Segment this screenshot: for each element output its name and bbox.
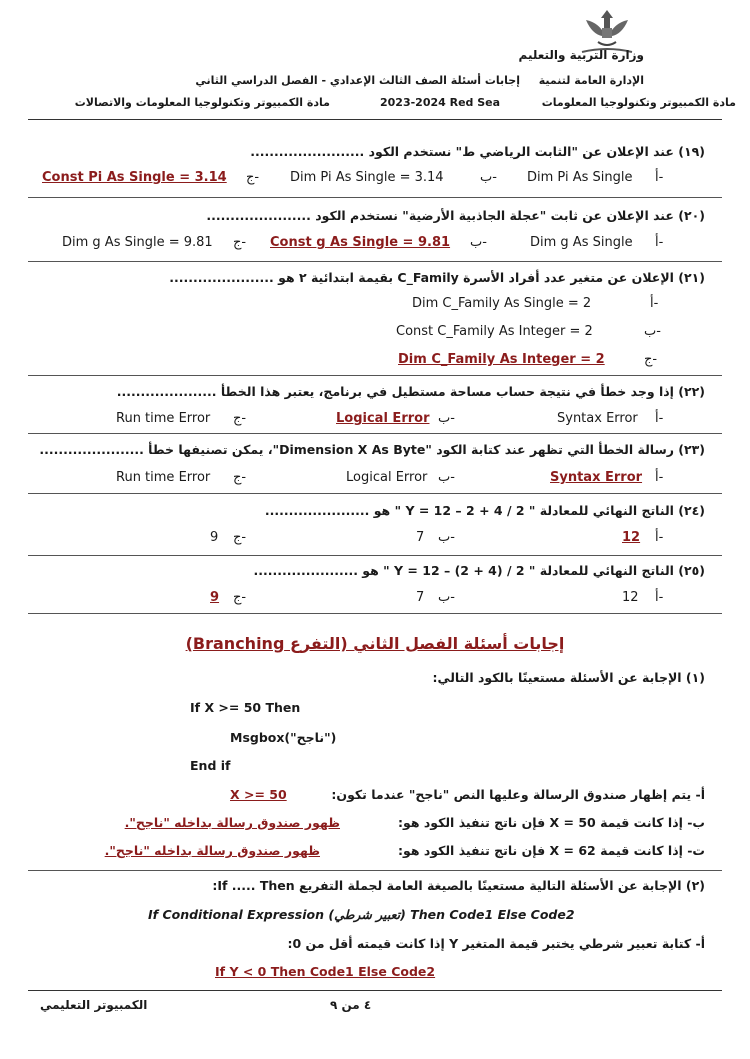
q22-label-a: أ- <box>655 411 664 426</box>
divider <box>28 613 722 614</box>
q21-label-a: أ- <box>650 296 659 311</box>
q25-option-b: 7 <box>416 590 425 605</box>
q22-option-c: Run time Error <box>116 411 211 426</box>
subject-right: مادة الكمبيوتر وتكنولوجيا المعلومات <box>541 96 736 109</box>
branch-q1-a-text: أ- يتم إظهار صندوق الرسالة وعليها النص "ناجح" عندما تكون: <box>331 787 705 802</box>
q23-label-c: ج- <box>233 470 247 485</box>
q25-label-a: أ- <box>655 590 664 605</box>
page-number: ٤ من ٩ <box>330 998 372 1012</box>
q20-label-b: ب- <box>470 235 487 250</box>
q23-label-a: أ- <box>655 470 664 485</box>
question-19-stem: (١٩) عند الإعلان عن "الثابت الرياضي ط" نستخدم الكود ........................ <box>250 144 705 159</box>
footer-rule <box>28 990 722 991</box>
q21-label-c: ج- <box>644 352 658 367</box>
q25-option-a: 12 <box>622 590 639 605</box>
q21-option-c-correct: Dim C_Family As Integer = 2 <box>398 352 605 367</box>
code-line-if: If X >= 50 Then <box>190 700 301 715</box>
header-rule <box>28 119 722 120</box>
branch-q1-a-answer: X >= 50 <box>230 787 287 802</box>
q19-option-c-correct: Const Pi As Single = 3.14 <box>42 170 227 185</box>
divider <box>28 870 722 871</box>
q22-option-b-correct: Logical Error <box>336 411 430 426</box>
q24-option-b: 7 <box>416 530 425 545</box>
question-20-stem: (٢٠) عند الإعلان عن ثابت "عجلة الجاذبية الأرضية" نستخدم الكود ...................... <box>206 208 705 223</box>
q22-option-a: Syntax Error <box>557 411 638 426</box>
divider <box>28 555 722 556</box>
q23-option-c: Run time Error <box>116 470 211 485</box>
q25-option-c-correct: 9 <box>210 590 220 605</box>
branch-q1-b-answer: ظهور صندوق رسالة بداخله "ناجح". <box>124 815 340 830</box>
divider <box>28 493 722 494</box>
divider <box>28 261 722 262</box>
branch-q2-a-text: أ- كتابة تعبير شرطي يختبر قيمة المتغير Y إذا كانت قيمته أقل من 0: <box>287 936 705 951</box>
q19-option-a: Dim Pi As Single <box>527 170 633 185</box>
q19-label-c: ج- <box>246 170 260 185</box>
q24-option-c: 9 <box>210 530 219 545</box>
ministry-name: وزارة التربية والتعليم <box>518 48 644 62</box>
branch-q2-general-form: If Conditional Expression (تعبير شرطي) Then Code1 Else Code2 <box>148 907 575 922</box>
code-line-msgbox: Msgbox("ناجح") <box>230 730 337 745</box>
q20-option-c: Dim g As Single = 9.81 <box>62 235 213 250</box>
q23-option-b: Logical Error <box>346 470 428 485</box>
q23-label-b: ب- <box>438 470 455 485</box>
q19-label-b: ب- <box>480 170 497 185</box>
header-title-line1: إجابات أسئلة الصف الثالث الإعدادي - الفصل الدراسي الثاني <box>195 74 520 87</box>
q24-label-a: أ- <box>655 530 664 545</box>
q24-label-b: ب- <box>438 530 455 545</box>
question-23-stem: (٢٣) رسالة الخطأ التي تظهر عند كتابة الكود "Dimension X As Byte"، يمكن تصنيفها خطأ ...................... <box>39 442 705 457</box>
code-line-endif: End if <box>190 758 231 773</box>
q21-option-a: Dim C_Family As Single = 2 <box>412 296 592 311</box>
branch-q1-c-text: ت- إذا كانت قيمة X = 62 فإن ناتج تنفيذ الكود هو: <box>397 843 705 858</box>
branch-q2-stem: (٢) الإجابة عن الأسئلة التالية مستعينًا بالصيغة العامة لجملة التفريع If ..... Then: <box>212 878 705 893</box>
question-24-stem: (٢٤) الناتج النهائي للمعادلة " Y = 12 – 2 + 4 / 2 " هو ...................... <box>264 503 705 518</box>
divider <box>28 433 722 434</box>
q19-option-b: Dim Pi As Single = 3.14 <box>290 170 444 185</box>
question-25-stem: (٢٥) الناتج النهائي للمعادلة " Y = 12 – (2 + 4) / 2 " هو ...................... <box>253 563 705 578</box>
divider <box>28 197 722 198</box>
divider <box>28 375 722 376</box>
branch-q1-c-answer: ظهور صندوق رسالة بداخله "ناجح". <box>104 843 320 858</box>
header-year: 2023-2024 Red Sea <box>380 96 501 109</box>
q25-label-c: ج- <box>233 590 247 605</box>
branch-q1-b-text: ب- إذا كانت قيمة X = 50 فإن ناتج تنفيذ الكود هو: <box>397 815 705 830</box>
q22-label-b: ب- <box>438 411 455 426</box>
header-title-line2: مادة الكمبيوتر وتكنولوجيا المعلومات والاتصالات <box>74 96 330 109</box>
q20-option-b-correct: Const g As Single = 9.81 <box>270 235 451 250</box>
question-21-stem: (٢١) الإعلان عن متغير عدد أفراد الأسرة C_Family بقيمة ابتدائية ٢ هو ...................... <box>169 270 705 285</box>
q19-label-a: أ- <box>655 170 664 185</box>
q21-option-b: Const C_Family As Integer = 2 <box>396 324 593 339</box>
question-22-stem: (٢٢) إذا وجد خطأ في نتيجة حساب مساحة مستطيل في برنامج، يعتبر هذا الخطأ ..................... <box>116 384 705 399</box>
branch-q2-a-answer: If Y < 0 Then Code1 Else Code2 <box>215 964 436 979</box>
q20-option-a: Dim g As Single <box>530 235 633 250</box>
directorate: الإدارة العامة لتنمية <box>538 74 644 87</box>
q24-label-c: ج- <box>233 530 247 545</box>
q23-option-a-correct: Syntax Error <box>550 470 643 485</box>
q20-label-c: ج- <box>233 235 247 250</box>
q22-label-c: ج- <box>233 411 247 426</box>
footer-brand: الكمبيوتر التعليمي <box>40 998 148 1012</box>
section-title-branching: إجابات أسئلة الفصل الثاني (التفرع Branching) <box>185 634 565 653</box>
q20-label-a: أ- <box>655 235 664 250</box>
branch-q1-stem: (١) الإجابة عن الأسئلة مستعينًا بالكود التالي: <box>432 670 705 685</box>
q24-option-a-correct: 12 <box>622 530 641 545</box>
q21-label-b: ب- <box>644 324 661 339</box>
q25-label-b: ب- <box>438 590 455 605</box>
